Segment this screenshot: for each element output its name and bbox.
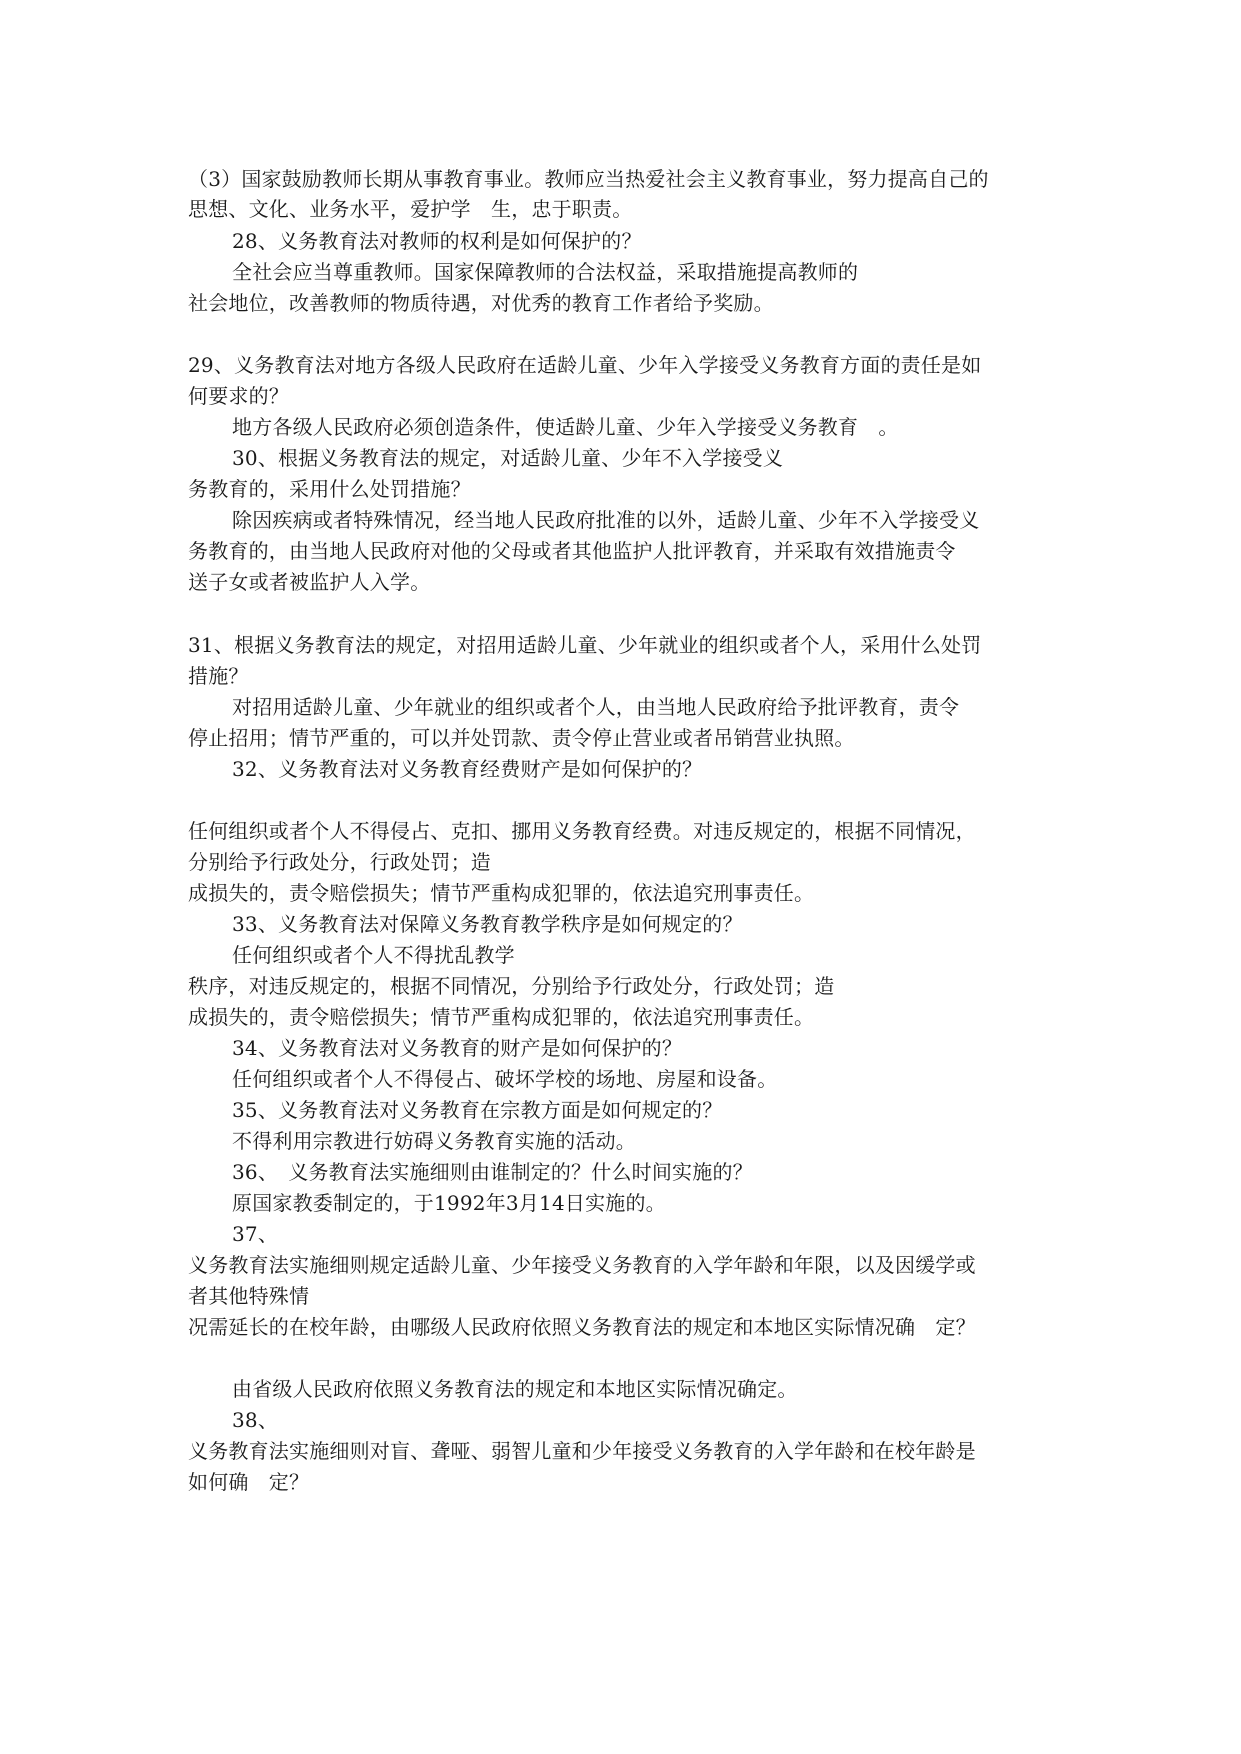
answer-line: 停止招用；情节严重的，可以并处罚款、责令停止营业或者吊销营业执照。 — [188, 726, 855, 750]
answer-line: 由省级人民政府依照义务教育法的规定和本地区实际情况确定。 — [232, 1377, 798, 1401]
question-30: 30、根据义务教育法的规定，对适龄儿童、少年不入学接受义 — [232, 446, 784, 470]
question-37-cont: 者其他特殊情 — [188, 1284, 310, 1308]
question-31-cont: 措施？ — [188, 664, 249, 688]
answer-line: 原国家教委制定的，于1992年3月14日实施的。 — [232, 1191, 666, 1215]
question-38-number: 38、 — [232, 1408, 279, 1432]
question-38: 义务教育法实施细则对盲、聋哑、弱智儿童和少年接受义务教育的入学年龄和在校年龄是 — [188, 1439, 976, 1463]
answer-line: 地方各级人民政府必须创造条件，使适龄儿童、少年入学接受义务教育 。 — [232, 415, 899, 439]
answer-line: 送子女或者被监护人入学。 — [188, 570, 431, 594]
question-33: 33、义务教育法对保障义务教育教学秩序是如何规定的？ — [232, 912, 743, 936]
question-29: 29、义务教育法对地方各级人民政府在适龄儿童、少年入学接受义务教育方面的责任是如 — [188, 353, 982, 377]
question-30-cont: 务教育的，采用什么处罚措施？ — [188, 477, 471, 501]
question-35: 35、义务教育法对义务教育在宗教方面是如何规定的？ — [232, 1098, 723, 1122]
question-37-number: 37、 — [232, 1222, 279, 1246]
answer-line: 社会地位，改善教师的物质待遇，对优秀的教育工作者给予奖励。 — [188, 291, 774, 315]
answer-line: 不得利用宗教进行妨碍义务教育实施的活动。 — [232, 1129, 636, 1153]
question-37-cont: 况需延长的在校年龄，由哪级人民政府依照义务教育法的规定和本地区实际情况确 定？ — [188, 1315, 976, 1339]
answer-line: 全社会应当尊重教师。国家保障教师的合法权益，采取措施提高教师的 — [232, 260, 859, 284]
answer-line: 除因疾病或者特殊情况，经当地人民政府批准的以外，适龄儿童、少年不入学接受义 — [232, 508, 980, 532]
answer-line: 任何组织或者个人不得扰乱教学 — [232, 943, 515, 967]
question-37: 义务教育法实施细则规定适龄儿童、少年接受义务教育的入学年龄和年限，以及因缓学或 — [188, 1253, 976, 1277]
question-32: 32、义务教育法对义务教育经费财产是如何保护的？ — [232, 757, 703, 781]
answer-line: 分别给予行政处分，行政处罚；造 — [188, 850, 491, 874]
answer-line: 任何组织或者个人不得侵占、克扣、挪用义务教育经费。对违反规定的，根据不同情况， — [188, 819, 976, 843]
text-line: （3）国家鼓励教师长期从事教育事业。教师应当热爱社会主义教育事业，努力提高自己的 — [188, 167, 989, 191]
question-31: 31、根据义务教育法的规定，对招用适龄儿童、少年就业的组织或者个人，采用什么处罚 — [188, 633, 982, 657]
answer-line: 秩序，对违反规定的，根据不同情况，分别给予行政处分，行政处罚；造 — [188, 974, 835, 998]
answer-line: 务教育的，由当地人民政府对他的父母或者其他监护人批评教育，并采取有效措施责令 — [188, 539, 956, 563]
answer-line: 成损失的，责令赔偿损失；情节严重构成犯罪的，依法追究刑事责任。 — [188, 881, 815, 905]
question-36: 36、 义务教育法实施细则由谁制定的？什么时间实施的？ — [232, 1160, 753, 1184]
question-29-cont: 何要求的？ — [188, 384, 289, 408]
answer-line: 成损失的，责令赔偿损失；情节严重构成犯罪的，依法追究刑事责任。 — [188, 1005, 815, 1029]
text-line: 思想、文化、业务水平，爱护学 生，忠于职责。 — [188, 197, 633, 221]
question-34: 34、义务教育法对义务教育的财产是如何保护的？ — [232, 1036, 683, 1060]
question-28: 28、义务教育法对教师的权利是如何保护的？ — [232, 229, 642, 253]
question-38-cont: 如何确 定？ — [188, 1470, 310, 1494]
answer-line: 对招用适龄儿童、少年就业的组织或者个人，由当地人民政府给予批评教育，责令 — [232, 695, 960, 719]
answer-line: 任何组织或者个人不得侵占、破坏学校的场地、房屋和设备。 — [232, 1067, 778, 1091]
